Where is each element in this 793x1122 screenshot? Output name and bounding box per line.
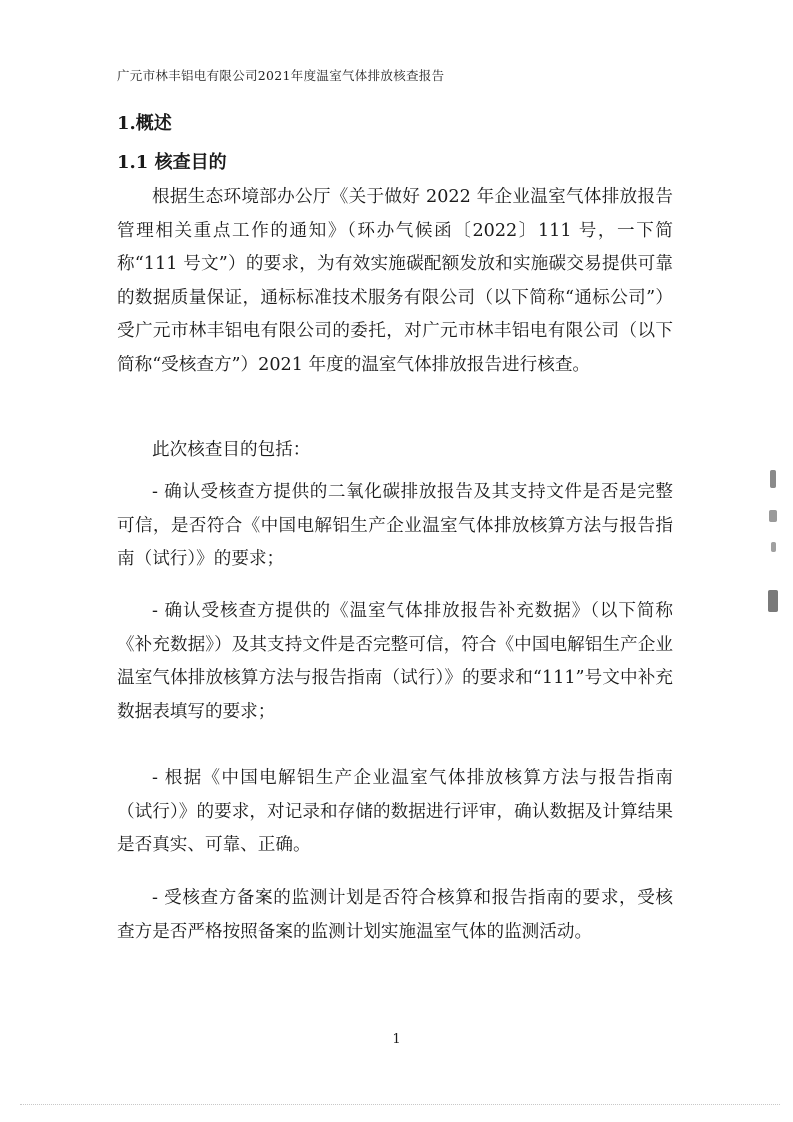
purpose-item-2-block: [117, 595, 673, 729]
page-number: 1: [392, 1032, 401, 1047]
purposes-intro-block: [117, 434, 673, 468]
intro-paragraph-block: [117, 181, 673, 383]
scan-mark: [770, 470, 776, 488]
purposes-intro-paragraph: 此次核查目的包括：: [152, 440, 311, 460]
purpose-item-1: - 确认受核查方提供的二氧化碳排放报告及其支持文件是否是完整可信，是否符合《中国电解铝生产企业温室气体排放核算方法与报告指南（试行）》的要求；: [117, 482, 673, 570]
purpose-item-4-block: [117, 882, 673, 949]
purpose-item-1-block: [117, 476, 673, 577]
scan-noise-line: [20, 1104, 780, 1107]
running-header: 广元市林丰铝电有限公司2021年度温室气体排放核查报告: [117, 68, 445, 83]
purpose-item-3-block: [117, 762, 673, 863]
scan-mark: [771, 542, 776, 552]
section-heading: 1.概述: [117, 113, 172, 134]
scan-mark: [768, 590, 778, 612]
intro-paragraph: 根据生态环境部办公厅《关于做好 2022 年企业温室气体排放报告管理相关重点工作的通知》（环办气候函〔2022〕111 号，一下简称“111 号文”）的要求，为有效实施碳配额发放和实施碳交易提供可靠的数据质量保证，通标标准技术服务有限公司（以下简称“通标公司”）受广元市林丰铝电有限公司的委托，对广元市林丰铝电有限公司（以下简称“受核查方”）2021 年度的温室气体排放报告进行核查。: [117, 187, 673, 375]
subsection-heading: 1.1 核查目的: [117, 152, 227, 173]
scan-margin-marks: [767, 470, 783, 630]
scan-mark: [769, 510, 777, 522]
purpose-item-3: - 根据《中国电解铝生产企业温室气体排放核算方法与报告指南（试行）》的要求，对记录和存储的数据进行评审，确认数据及计算结果是否真实、可靠、正确。: [117, 768, 673, 856]
purpose-item-2: - 确认受核查方提供的《温室气体排放报告补充数据》（以下简称《补充数据》）及其支持文件是否完整可信，符合《中国电解铝生产企业温室气体排放核算方法与报告指南（试行）》的要求和“111”号文中补充数据表填写的要求；: [117, 601, 673, 722]
purpose-item-4: - 受核查方备案的监测计划是否符合核算和报告指南的要求，受核查方是否严格按照备案的监测计划实施温室气体的监测活动。: [117, 888, 673, 942]
